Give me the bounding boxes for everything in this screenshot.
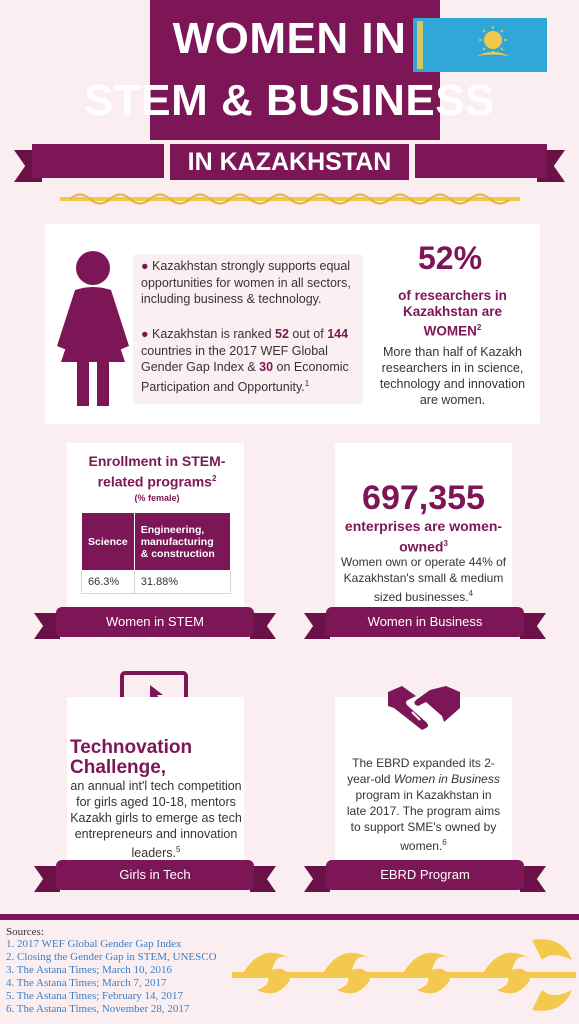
title-line-2: STEM & BUSINESS: [84, 76, 495, 125]
sources-heading: Sources:: [6, 926, 44, 938]
tech-ribbon: [34, 860, 276, 890]
ref-2: 2: [476, 323, 482, 332]
researchers-label-text: of researchers in Kazakhstan are WOMEN: [398, 288, 507, 339]
tech-title: Technovation Challenge,: [70, 737, 193, 778]
researchers-desc: More than half of Kazakh researchers in in science, technology and innovation are women.: [379, 345, 526, 407]
bullet-2-text-a: Kazakhstan is ranked: [152, 327, 276, 341]
ref-1: 1: [304, 378, 310, 388]
rank-value: 52: [275, 327, 289, 341]
intro-bullet-1: ● Kazakhstan strongly supports equal opportunities for women in all sectors, including business & technology.: [141, 259, 351, 306]
ebrd-program-name: Women in Business: [393, 772, 500, 786]
stem-subtitle: (% female): [134, 493, 180, 503]
ornament-divider-icon: [60, 190, 520, 208]
source-link[interactable]: 5. The Astana Times; February 14, 2017: [6, 990, 184, 1002]
table-header: Engineering, manufacturing & construction: [134, 513, 230, 571]
ref-3: 3: [443, 539, 448, 548]
stem-ribbon: [34, 607, 276, 637]
intro-bullet-2: ● Kazakhstan is ranked 52 out of 144 countries in the 2017 WEF Global Gender Gap Index & 30 on Economic Participation and Opportunity.$^1$: [141, 327, 349, 394]
source-link[interactable]: 2. Closing the Gender Gap in STEM, UNESCO: [6, 951, 217, 963]
tech-desc-block: [70, 738, 242, 861]
business-ribbon: [304, 607, 546, 637]
subtitle-ribbon: [14, 144, 565, 182]
source-link[interactable]: 4. The Astana Times; March 7, 2017: [6, 977, 167, 989]
enterprises-desc-text: Women own or operate 44% of Kazakhstan's small & medium sized businesses.: [340, 555, 507, 604]
title-line-1: WOMEN IN: [172, 14, 407, 63]
ebrd-desc: [346, 755, 501, 854]
enterprises-stat: 697,355: [362, 479, 485, 517]
ref-2b: 2: [211, 474, 217, 483]
woman-icon: [53, 250, 133, 411]
subtitle: IN KAZAKHSTAN: [170, 144, 409, 180]
handshake-icon: [386, 682, 462, 739]
stem-card: [67, 443, 244, 613]
stem-title-text: Enrollment in STEM-related programs: [88, 453, 226, 490]
enterprises-desc: [337, 554, 510, 605]
intro-card: [45, 224, 540, 424]
table-cell: 66.3%: [82, 571, 135, 594]
table-header-row: [82, 513, 231, 571]
ref-5: 5: [176, 845, 181, 854]
bullet-2-text-b: out of: [288, 327, 328, 341]
table-header: Science: [82, 513, 135, 571]
stem-ribbon-label: Women in STEM: [56, 607, 254, 637]
enterprises-label-text: enterprises are women-owned: [344, 518, 503, 555]
enterprises-label: [335, 518, 512, 556]
table-row: [82, 571, 231, 594]
ebrd-ribbon-label: EBRD Program: [326, 860, 524, 890]
kazakhstan-flag-icon: [413, 18, 547, 72]
total-countries: 144: [327, 327, 349, 341]
ebrd-ribbon: [304, 860, 546, 890]
sources-list: [6, 938, 217, 1016]
source-link[interactable]: 3. The Astana Times; March 10, 2016: [6, 964, 173, 976]
footer-divider: [0, 914, 579, 920]
econ-rank: 30: [259, 360, 274, 374]
bullet-2-text-d: on Economic Participation and Opportunity.: [141, 360, 349, 394]
researchers-stat: 52%: [417, 240, 483, 276]
researchers-label: [385, 288, 520, 340]
bullet-1-text: Kazakhstan strongly supports equal opportunities for women in all sectors, including business & technology.: [141, 259, 351, 306]
business-ribbon-label: Women in Business: [326, 607, 524, 637]
tech-desc: an annual int'l tech competition for girls aged 10-18, mentors Kazakh girls to emerge as tech entrepreneurs and innovation leaders.: [70, 779, 242, 861]
ref-6: 6: [442, 838, 447, 847]
ebrd-desc-a: The EBRD expanded its 2-year-old: [347, 756, 495, 786]
tech-ribbon-label: Girls in Tech: [56, 860, 254, 890]
ref-4: 4: [468, 589, 474, 598]
ornament-footer-icon: [232, 930, 576, 1024]
stem-title: [77, 453, 237, 491]
ebrd-desc-b: program in Kazakhstan in late 2017. The program aims to support SME's owned by women.: [346, 788, 501, 853]
table-cell: 31.88%: [134, 571, 230, 594]
source-link[interactable]: 6. The Astana Times, November 28, 2017: [6, 1003, 190, 1015]
source-link[interactable]: 1. 2017 WEF Global Gender Gap Index: [6, 938, 182, 950]
bullet-2-text-c: countries in the 2017 WEF Global Gender Gap Index &: [141, 343, 328, 374]
stem-table: [81, 512, 231, 594]
